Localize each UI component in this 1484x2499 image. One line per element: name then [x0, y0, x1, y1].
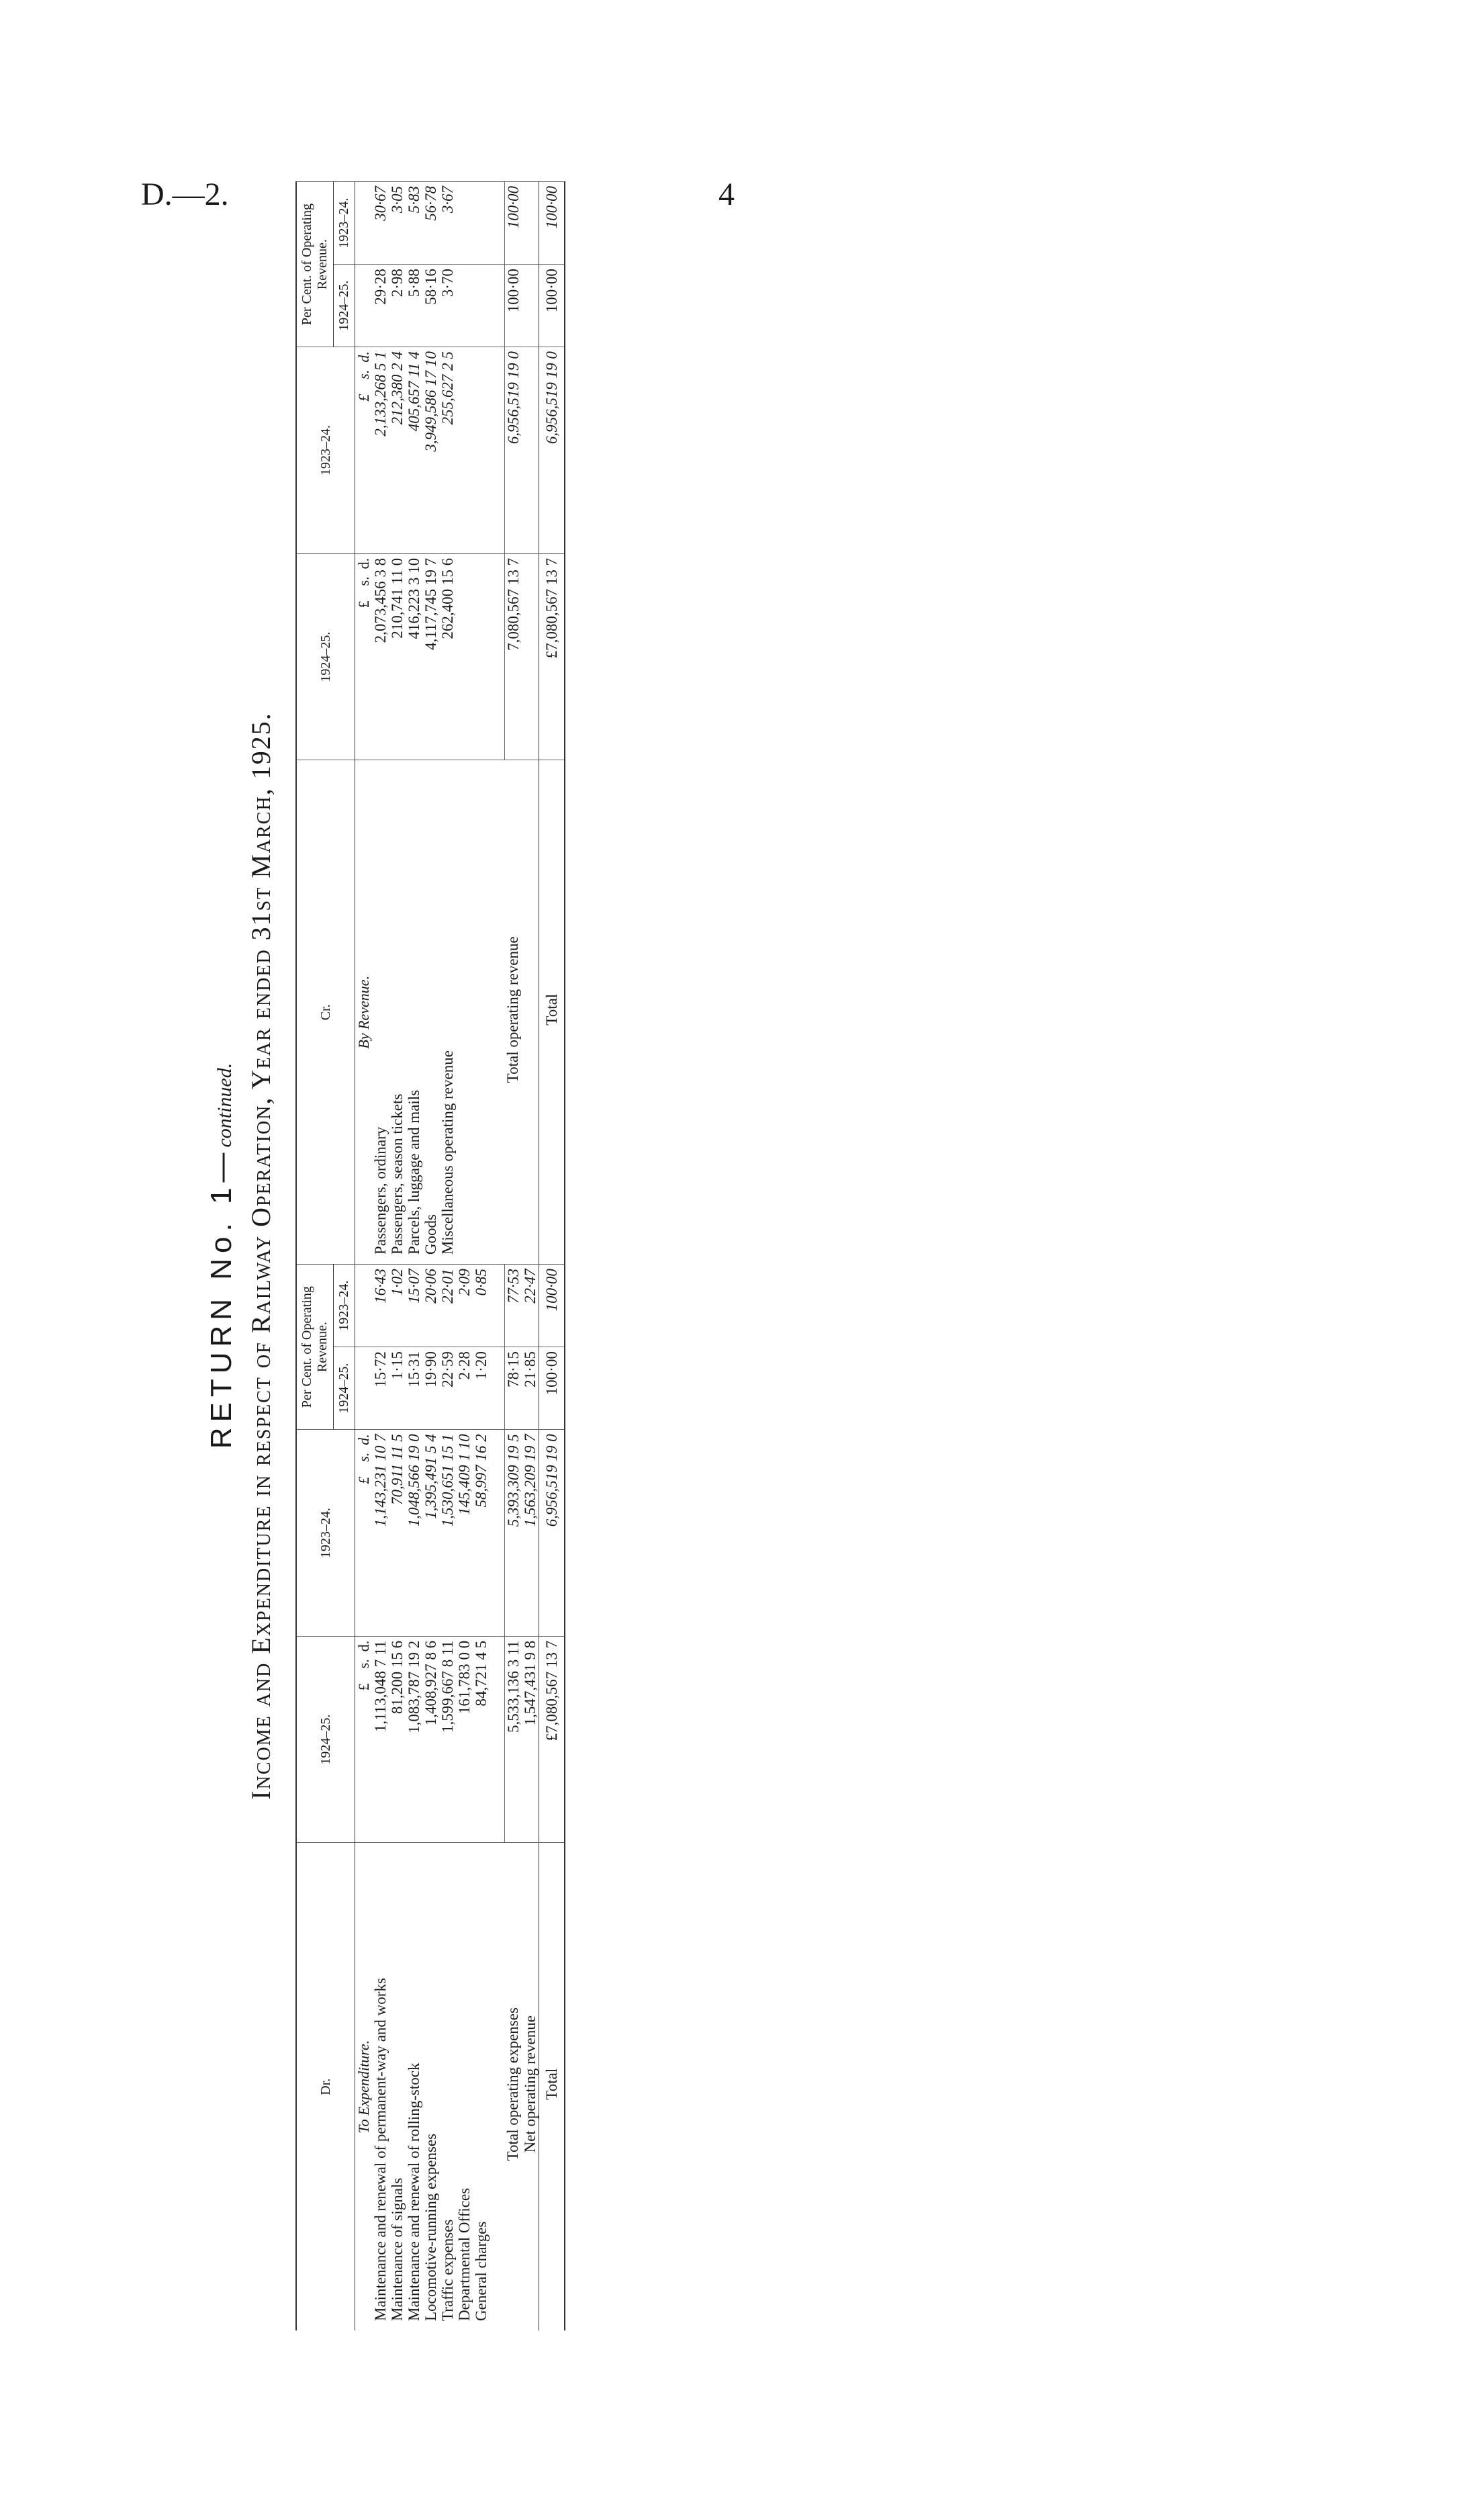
rev-y1-header: 1924–25. — [296, 553, 355, 760]
income-expenditure-table — [295, 181, 565, 2330]
return-continued: continued. — [214, 1062, 236, 1148]
document-reference: D.—2. — [141, 177, 229, 212]
currency-units-rev-y1: £ s. d. — [355, 553, 373, 760]
currency-units-y2: £ s. d. — [355, 1430, 373, 1637]
table-row: Traffic expenses 1,599,667 8 11 1,530,651 15 1 22·59 22·01 Miscellaneous operating revenue 262,400 15 6 255,627 2 5 3·70 3·67 — [439, 182, 456, 2331]
table-row: General charges 84,721 4 5 58,997 16 2 1·20 0·85 — [473, 182, 490, 2331]
return-title-text: RETURN No. 1— — [205, 1147, 238, 1449]
table-row-net-operating: Net operating revenue 1,547,431 9 8 1,563,209 19 7 21·85 22·47 — [522, 182, 539, 2331]
exp-pct-header: Per Cent. of Operating Revenue. — [296, 1265, 334, 1430]
expenditure-heading: To Expenditure. — [355, 1843, 373, 2330]
main-title: Income and Expenditure in respect of Railway Operation, Year ended 31st March, 1925. — [246, 712, 276, 1800]
rotated-table-page — [195, 181, 665, 2330]
table-row: Locomotive-running expenses 1,408,927 8 6 1,395,491 5 4 19·90 20·06 Goods 4,117,745 19 7 3,949,586 17 10 58·16 56·78 — [422, 182, 439, 2331]
dr-header: Dr. — [296, 1843, 355, 2330]
currency-units-y1: £ s. d. — [355, 1636, 373, 1843]
exp-y1-header: 1924–25. — [296, 1636, 355, 1843]
currency-units-rev-y2: £ s. d. — [355, 347, 373, 554]
rev-pct-header: Per Cent. of Operating Revenue. — [296, 182, 334, 347]
table-row: Maintenance of signals 81,200 15 6 70,911 11 5 1·15 1·02 Passengers, season tickets 210,741 11 0 212,380 2 4 2·98 3·05 — [389, 182, 406, 2331]
page-number: 4 — [718, 177, 735, 212]
rev-pct-y1-header: 1924–25. — [334, 265, 355, 347]
rev-pct-y2-header: 1923–24. — [334, 182, 355, 265]
table-row-total: Total £7,080,567 13 7 6,956,519 19 0 100·00 100·00 Total £7,080,567 13 7 6,956,519 19 0 100·00 100·00 — [539, 182, 565, 2331]
rev-y2-header: 1923–24. — [296, 347, 355, 554]
table-row-total-operating: Total operating expenses 5,533,136 3 11 5,393,309 19 5 78·15 77·53 Total operating revenue 7,080,567 13 7 6,956,519 19 0 100·00 100·00 — [504, 182, 522, 2331]
revenue-heading: By Revenue. — [355, 760, 373, 1265]
exp-pct-y1-header: 1924–25. — [334, 1347, 355, 1430]
table-row: Departmental Offices 161,783 0 0 145,409 1 10 2·28 2·09 — [456, 182, 473, 2331]
exp-pct-y2-header: 1923–24. — [334, 1265, 355, 1347]
exp-y2-header: 1923–24. — [296, 1430, 355, 1637]
return-title — [205, 181, 238, 2330]
table-row: Maintenance and renewal of permanent-way and works 1,113,048 7 11 1,143,231 10 7 15·72 16·43 Passengers, ordinary 2,073,456 3 8 2,133,268 5 1 29·28 30·67 — [372, 182, 389, 2331]
cr-header: Cr. — [296, 760, 355, 1265]
table-row: Maintenance and renewal of rolling-stock 1,083,787 19 2 1,048,566 19 0 15·31 15·07 Parcels, luggage and mails 416,223 3 10 405,657 11 4 5·88 5·83 — [406, 182, 422, 2331]
